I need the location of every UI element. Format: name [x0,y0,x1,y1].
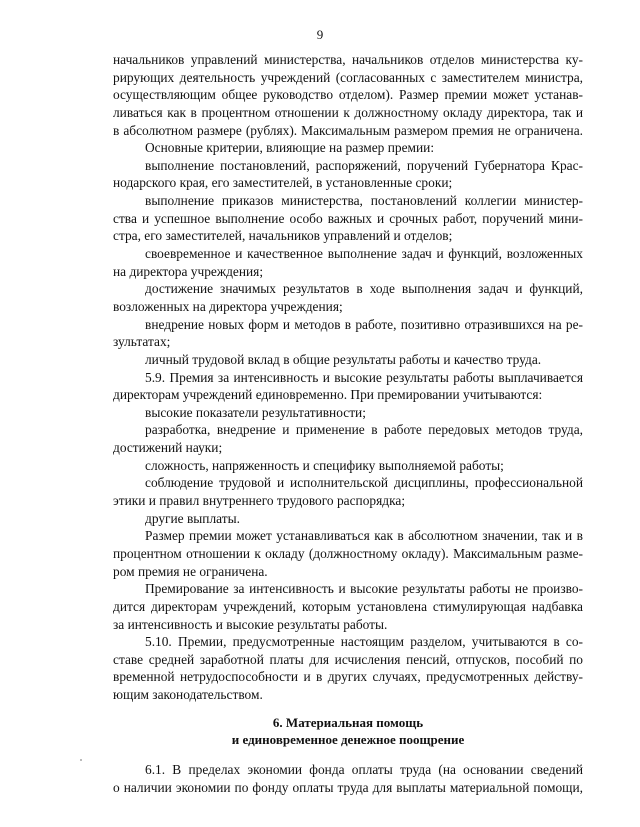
text-line: 5.10. Премии, предусмотренные настоящим разделом, учитываются в со- [145,634,583,650]
text-line: возложенных на директора учреждения; [113,298,343,314]
text-line: 5.9. Премия за интенсивность и высокие результаты работы выплачивается [145,369,583,385]
text-line: нодарского края, его заместителей, в установленные сроки; [113,175,453,191]
section-heading-subtitle: и единовременное денежное поощрение [231,732,465,748]
text-line: временной нетрудоспособности и в других случаях, предусмотренных действу- [113,669,583,685]
text-line: высокие показатели результативности; [145,404,366,420]
text-line: зультатах; [113,334,171,350]
spacer [113,704,583,714]
spacer [113,749,583,761]
text-line: достижение значимых результатов в ходе выполнения задач и функций, [145,281,583,297]
text-line: Премирование за интенсивность и высокие результаты работы не произво- [145,581,583,597]
scan-speck [80,759,82,761]
text-line: рирующих деятельность учреждений (согласованных с заместителем министра, [113,69,583,85]
text-line: выполнение постановлений, распоряжений, поручений Губернатора Крас- [145,157,583,173]
text-line: на директора учреждения; [113,263,264,279]
section-heading: 6. Материальная помощь [272,714,424,730]
text-line: в абсолютном размере (рублях). Максимальным размером премия не ограничена. [113,122,583,138]
text-line: ставе средней заработной платы для исчисления пенсий, отпусков, пособий по [113,651,583,667]
text-line: за интенсивность и высокие результаты работы. [113,616,388,632]
text-line: Размер премии может устанавливаться как в абсолютном значении, так и в [145,528,583,544]
text-line: стра, его заместителей, начальников управлений и отделов; [113,228,453,244]
text-line: разработка, внедрение и применение в работе передовых методов труда, [145,422,583,438]
text-line: ливаться как в процентном отношении к должностному окладу директора, так и [113,104,583,120]
text-line: личный трудовой вклад в общие результаты работы и качество труда. [145,351,542,367]
text-line: осуществляющим общее руководство отделом). Размер премии может устанав- [113,87,583,103]
page-number: 9 [316,27,324,42]
text-line: ром премия не ограничена. [113,563,268,579]
text-line: соблюдение трудовой и исполнительской дисциплины, профессиональной [145,475,583,491]
text-line: другие выплаты. [145,510,240,526]
text-line: дится директорам учреждений, которым установлена стимулирующая надбавка [113,598,583,614]
text-line: этики и правил внутреннего трудового распорядка; [113,493,406,509]
text-line: внедрение новых форм и методов в работе, позитивно отразившихся на ре- [145,316,583,332]
text-line: своевременное и качественное выполнение задач и функций, возложенных [145,246,583,262]
text-line: процентном отношении к окладу (должностному окладу). Максимальным разме- [113,545,583,561]
text-line: Основные критерии, влияющие на размер премии: [145,140,435,156]
text-line: выполнение приказов министерства, постановлений коллегии министер- [145,193,583,209]
text-line: о наличии экономии по фонду оплаты труда для выплаты материальной помощи, [113,779,583,795]
text-line: директорам учреждений единовременно. При премировании учитываются: [113,387,543,403]
text-line: ющим законодательством. [113,687,263,703]
text-line: 6.1. В пределах экономии фонда оплаты труда (на основании сведений [145,761,583,777]
text-line: достижений науки; [113,440,223,456]
text-line: ства и успешное выполнение особо важных и срочных работ, поручений мини- [113,210,583,226]
text-line: начальников управлений министерства, начальников отделов министерства ку- [113,52,583,67]
text-line: сложность, напряженность и специфику выполняемой работы; [145,457,504,473]
document-body [113,51,583,796]
